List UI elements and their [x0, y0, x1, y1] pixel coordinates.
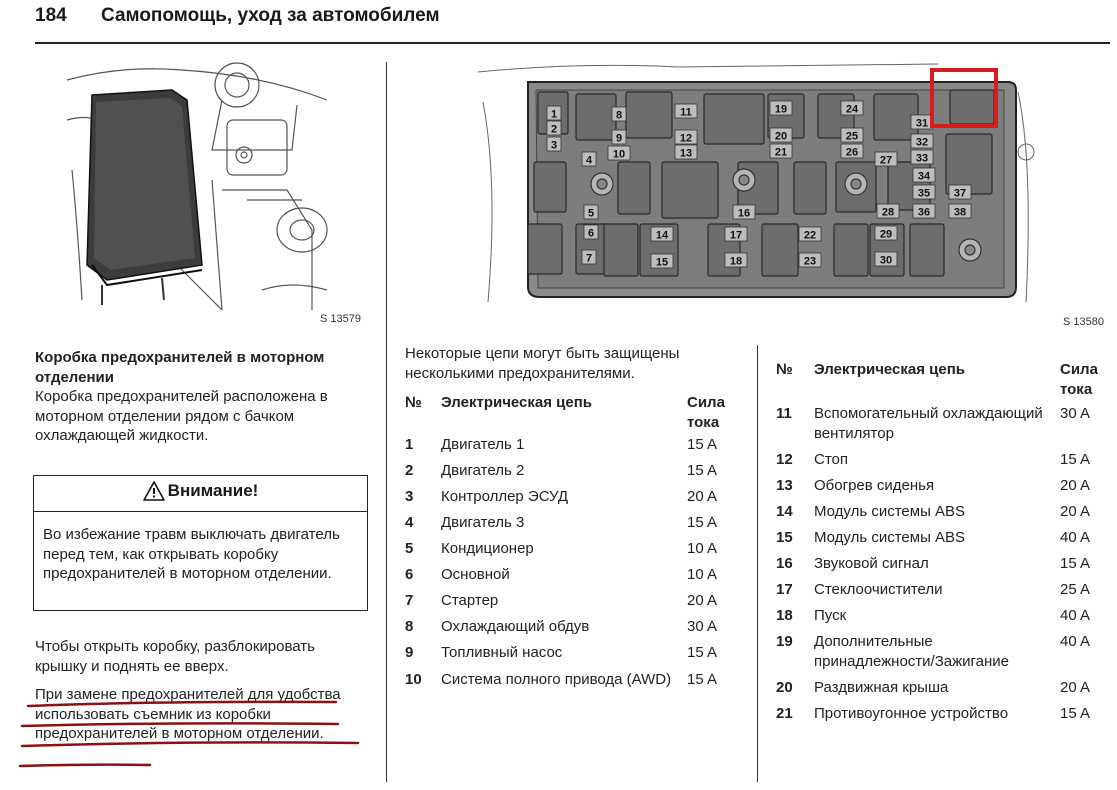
- warning-title: Внимание!: [167, 481, 259, 500]
- fuse-slot-label: 6: [587, 227, 595, 240]
- fuse-current: 20 A: [687, 488, 718, 505]
- mounting-bolt-center: [851, 179, 861, 189]
- fuse-slot-label: 26: [845, 146, 859, 159]
- relay-block: [950, 90, 994, 124]
- fuse-number: 7: [405, 592, 414, 609]
- page-number: 184: [35, 5, 67, 26]
- relay-block: [662, 162, 718, 218]
- mounting-bolt-center: [965, 245, 975, 255]
- fuse-circuit: Кондиционер: [441, 540, 534, 557]
- relay-block: [794, 162, 826, 214]
- header-rule: [35, 42, 1110, 44]
- fuse-slot: [770, 101, 792, 116]
- fuse-number: 10: [405, 671, 422, 688]
- fuse-slot: [799, 253, 821, 268]
- relay-block: [762, 224, 798, 276]
- fuse-slot-label: 9: [615, 132, 623, 145]
- fuse-slot-label: 11: [680, 106, 692, 119]
- relay-block: [910, 224, 944, 276]
- fuse-number: 6: [405, 566, 414, 583]
- fuse-slot: [675, 145, 697, 160]
- fuse-table-left: [405, 393, 750, 723]
- fuse-slot-label: 31: [915, 117, 929, 130]
- fuse-current: 20 A: [1060, 503, 1091, 520]
- fuse-slot-label: 16: [737, 207, 751, 220]
- fuse-number: 8: [405, 618, 414, 635]
- fuse-slot-label: 29: [879, 228, 893, 241]
- fuse-box-diagram: [478, 62, 1038, 314]
- relay-block: [576, 94, 616, 140]
- fuse-slot-label: 35: [917, 187, 931, 200]
- fuse-slot: [675, 130, 697, 145]
- fuse-slot-label: 33: [915, 152, 929, 165]
- fuse-current: 15 A: [687, 671, 718, 688]
- fuse-slot: [877, 204, 899, 219]
- fuse-slot-label: 1: [550, 108, 558, 121]
- fuse-circuit: Модуль системы ABS: [814, 529, 966, 546]
- fuse-slot-label: 36: [917, 206, 931, 219]
- fuse-current: 15 A: [1060, 451, 1091, 468]
- fuse-circuit: Противоугонное устройство: [814, 705, 1009, 722]
- fuse-slot-label: 24: [845, 103, 859, 116]
- fuse-number: 16: [776, 555, 793, 572]
- relay-block: [618, 162, 650, 214]
- fuse-slot: [913, 168, 935, 183]
- fuse-circuit: Топливный насос: [441, 644, 563, 661]
- relay-block: [604, 224, 638, 276]
- warning-header: [34, 476, 367, 512]
- fuse-slot-label: 10: [612, 148, 626, 161]
- header-num: №: [776, 361, 793, 378]
- fuse-slot-label: 19: [774, 103, 788, 116]
- fuse-slot: [913, 185, 935, 200]
- fuse-circuit: Стеклоочистители: [814, 581, 943, 598]
- puller-note: При замене предохранителей для удобства использовать съемник из коробки предохранителей в моторном отделении.: [35, 686, 341, 742]
- fuse-circuit: Контроллер ЭСУД: [441, 488, 569, 505]
- fuse-slot: [725, 253, 747, 268]
- fuse-current: 40 A: [1060, 529, 1091, 546]
- fuse-slot: [841, 101, 863, 116]
- fuse-slot: [725, 227, 747, 242]
- fuse-slot: [841, 144, 863, 159]
- fuse-slot-label: 14: [655, 229, 669, 242]
- column-divider: [386, 62, 387, 782]
- fuse-circuit: Стартер: [441, 592, 499, 609]
- fuse-slot-label: 17: [729, 229, 743, 242]
- open-instructions: Чтобы открыть коробку, разблокировать крышку и поднять ее вверх.: [35, 638, 315, 675]
- fuse-circuit: Вспомогательный охлаждающий вентилятор: [814, 405, 1043, 442]
- fuse-slot: [547, 137, 561, 152]
- fuse-number: 2: [405, 462, 414, 479]
- fuse-slot: [582, 152, 596, 167]
- fuse-circuit: Охлаждающий обдув: [441, 618, 590, 635]
- header-circuit: Электрическая цепь: [814, 361, 966, 378]
- relay-block: [704, 94, 764, 144]
- fuse-number: 3: [405, 488, 414, 505]
- fuse-slot: [651, 254, 673, 269]
- fuse-circuit: Основной: [441, 566, 510, 583]
- fuse-slot-label: 2: [550, 123, 558, 136]
- fuse-current: 30 A: [1060, 405, 1091, 422]
- header-current: Сила тока: [687, 394, 725, 431]
- fuse-slot: [584, 205, 598, 220]
- fuse-slot: [949, 204, 971, 219]
- fuse-number: 19: [776, 633, 793, 650]
- header-num: №: [405, 394, 422, 411]
- relay-block: [626, 92, 672, 138]
- fuse-slot-label: 18: [729, 255, 743, 268]
- fuse-number: 5: [405, 540, 414, 557]
- figure-code-left: S 13579: [320, 313, 361, 325]
- fuse-current: 20 A: [1060, 679, 1091, 696]
- fuse-number: 4: [405, 514, 414, 531]
- fuse-box-cover: [87, 90, 202, 305]
- fuse-slot: [770, 144, 792, 159]
- fuse-number: 14: [776, 503, 793, 520]
- fuse-slot: [913, 204, 935, 219]
- fuse-slot: [875, 152, 897, 167]
- fuse-slot-label: 27: [879, 154, 893, 167]
- fuse-slot-label: 15: [655, 256, 669, 269]
- fuse-slot-label: 32: [915, 136, 929, 149]
- fuse-number: 13: [776, 477, 793, 494]
- header-current: Сила тока: [1060, 361, 1098, 398]
- fuse-slot: [612, 130, 626, 145]
- fuse-number: 11: [776, 405, 792, 422]
- fuse-slot: [875, 226, 897, 241]
- fuse-slot-label: 28: [881, 206, 895, 219]
- fuse-circuit: Двигатель 3: [441, 514, 525, 531]
- relay-block: [528, 224, 562, 274]
- fuse-current: 15 A: [1060, 555, 1091, 572]
- fuse-table-right: [776, 360, 1111, 740]
- warning-box: [33, 475, 368, 611]
- fuse-circuit: Пуск: [814, 607, 847, 624]
- fuse-slot: [547, 121, 561, 136]
- fuse-slot: [799, 227, 821, 242]
- fuse-current: 10 A: [687, 566, 718, 583]
- fuse-slot-label: 22: [803, 229, 817, 242]
- figure-code-right: S 13580: [1063, 316, 1104, 328]
- fuse-current: 20 A: [1060, 477, 1091, 494]
- fuse-circuit: Двигатель 2: [441, 462, 525, 479]
- fuse-circuit: Обогрев сиденья: [814, 477, 935, 494]
- fuse-current: 40 A: [1060, 607, 1091, 624]
- fuse-slot-label: 4: [585, 154, 593, 167]
- fuse-circuit: Дополнительные принадлежности/Зажигание: [814, 633, 1010, 670]
- fuse-current: 20 A: [687, 592, 718, 609]
- fuse-number: 12: [776, 451, 793, 468]
- fuse-slot: [911, 115, 933, 130]
- fuse-current: 15 A: [687, 644, 718, 661]
- fuse-slot-label: 8: [615, 109, 623, 122]
- fuse-slot-label: 25: [845, 130, 859, 143]
- fuse-slot: [949, 185, 971, 200]
- fuse-circuit: Звуковой сигнал: [814, 555, 929, 572]
- fuse-current: 30 A: [687, 618, 718, 635]
- fuse-slot-label: 3: [550, 139, 558, 152]
- intro-text: Некоторые цепи могут быть защищены несколькими предохранителями.: [405, 345, 680, 382]
- fuse-slot: [911, 150, 933, 165]
- fuse-current: 15 A: [687, 436, 718, 453]
- fuse-current: 15 A: [1060, 705, 1091, 722]
- fuse-slot-label: 13: [679, 147, 693, 160]
- table-header-row: [405, 393, 750, 433]
- page-title: Самопомощь, уход за автомобилем: [101, 5, 440, 26]
- fuse-slot: [612, 107, 626, 122]
- fuse-circuit: Раздвижная крыша: [814, 679, 949, 696]
- fuse-slot-label: 5: [587, 207, 595, 220]
- fuse-slot: [911, 134, 933, 149]
- section-body: Коробка предохранителей расположена в моторном отделении рядом с бачком охлаждающей жидкости.: [35, 388, 328, 444]
- warning-text: Во избежание травм выключать двигатель перед тем, как открывать коробку предохранителей в моторном отделении.: [43, 526, 340, 582]
- fuse-slot: [582, 250, 596, 265]
- fuse-current: 10 A: [687, 540, 718, 557]
- table-header-row: [776, 360, 1111, 400]
- fuse-current: 15 A: [687, 514, 718, 531]
- fuse-current: 15 A: [687, 462, 718, 479]
- warning-triangle-icon: [143, 481, 165, 501]
- fuse-slot: [675, 104, 697, 119]
- fuse-slot: [875, 252, 897, 267]
- relay-block: [534, 162, 566, 212]
- fuse-slot-label: 7: [585, 252, 593, 265]
- relay-block: [834, 224, 868, 276]
- fuse-current: 25 A: [1060, 581, 1091, 598]
- fuse-circuit: Стоп: [814, 451, 848, 468]
- fuse-circuit: Двигатель 1: [441, 436, 525, 453]
- fuse-slot-label: 12: [679, 132, 693, 145]
- section-title: Коробка предохранителей в моторном отделении: [35, 349, 325, 386]
- header-circuit: Электрическая цепь: [441, 394, 593, 411]
- fuse-slot: [547, 106, 561, 121]
- mounting-bolt-center: [739, 175, 749, 185]
- fuse-current: 40 A: [1060, 633, 1091, 650]
- fuse-number: 18: [776, 607, 793, 624]
- fuse-slot: [733, 205, 755, 220]
- fuse-slot-label: 37: [953, 187, 967, 200]
- fuse-slot: [584, 225, 598, 240]
- fuse-slot: [608, 146, 630, 161]
- fuse-number: 17: [776, 581, 793, 598]
- column-divider: [757, 345, 758, 782]
- fuse-number: 20: [776, 679, 793, 696]
- fuse-slot-label: 34: [917, 170, 931, 183]
- fuse-slot-label: 23: [803, 255, 817, 268]
- fuse-circuit: Модуль системы ABS: [814, 503, 966, 520]
- fuse-number: 9: [405, 644, 414, 661]
- fuse-slot-label: 30: [879, 254, 893, 267]
- mounting-bolt-center: [597, 179, 607, 189]
- fuse-circuit: Система полного привода (AWD): [441, 671, 672, 688]
- fuse-number: 15: [776, 529, 793, 546]
- fuse-slot: [651, 227, 673, 242]
- fuse-slot: [770, 128, 792, 143]
- fuse-number: 1: [405, 436, 414, 453]
- fuse-number: 21: [776, 705, 793, 722]
- fuse-slot-label: 38: [953, 206, 967, 219]
- fuse-slot-label: 21: [774, 146, 788, 159]
- engine-compartment-illustration: [62, 60, 332, 320]
- fuse-slot-label: 20: [774, 130, 788, 143]
- fuse-slot: [841, 128, 863, 143]
